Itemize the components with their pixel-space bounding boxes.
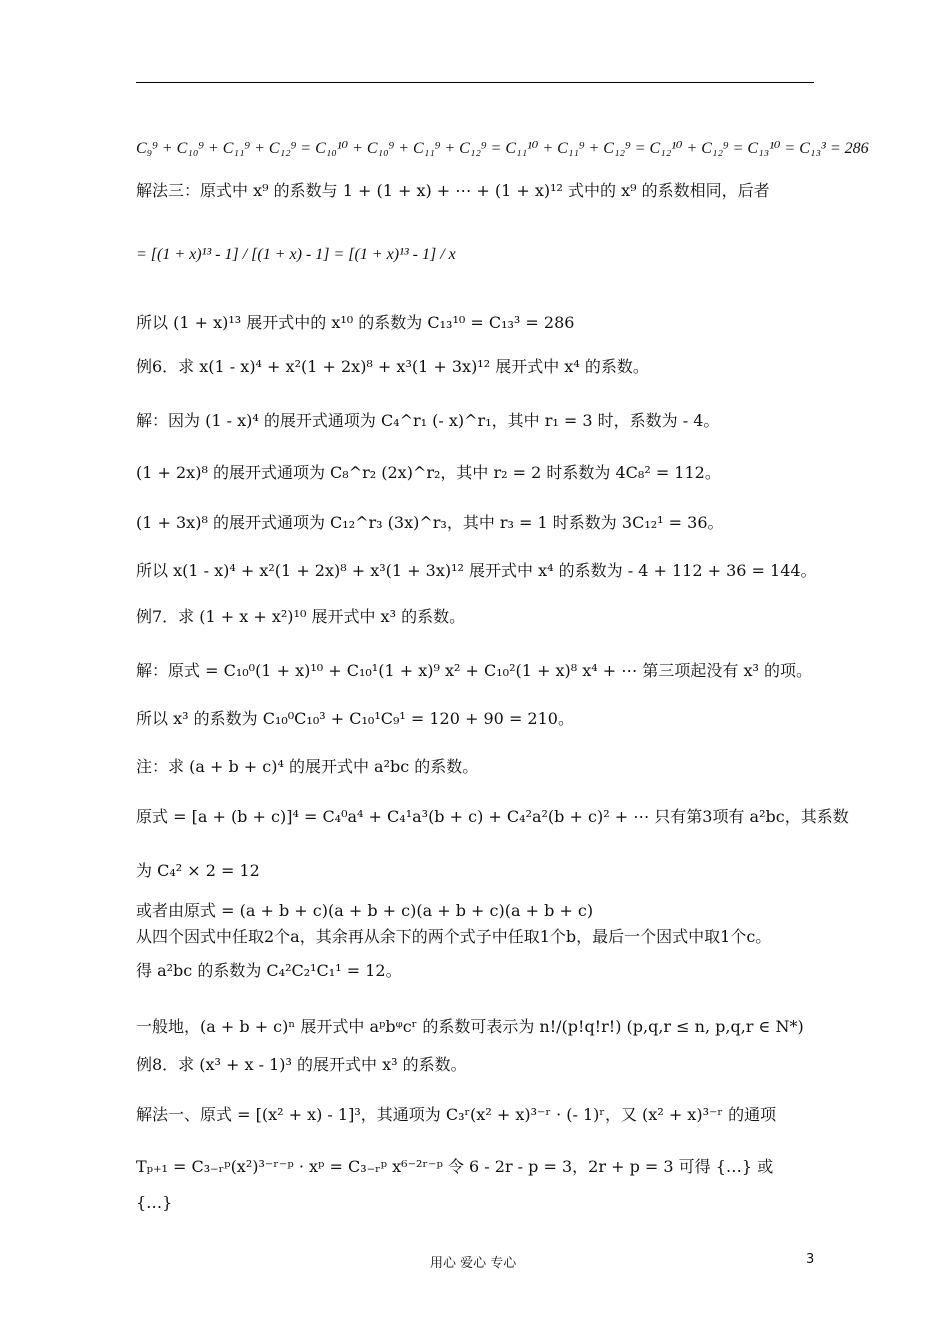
text-line: 注：求 (a + b + c)⁴ 的展开式中 a²bc 的系数。 [136, 757, 479, 776]
text-line: 解法一、原式 = [(x² + x) - 1]³，其通项为 C₃ʳ(x² + x)³⁻ʳ · (- 1)ʳ，又 (x² + x)³⁻ʳ 的通项 [136, 1105, 777, 1124]
text-line: 所以 x³ 的系数为 C₁₀⁰C₁₀³ + C₁₀¹C₉¹ = 120 + 90 = 210。 [136, 709, 574, 728]
text-line: 例8．求 (x³ + x - 1)³ 的展开式中 x³ 的系数。 [136, 1055, 467, 1074]
text-line: 原式 = [a + (b + c)]⁴ = C₄⁰a⁴ + C₄¹a³(b + c) + C₄²a²(b + c)² + ⋯ 只有第3项有 a²bc，其系数 [136, 807, 849, 826]
text-line: 解：因为 (1 - x)⁴ 的展开式通项为 C₄^r₁ (- x)^r₁，其中 r₁ = 3 时，系数为 - 4。 [136, 411, 720, 430]
text-line: 一般地，(a + b + c)ⁿ 展开式中 aᵖbᵠcʳ 的系数可表示为 n!/(p!q!r!) (p,q,r ≤ n, p,q,r ∈ N*) [136, 1017, 804, 1036]
text-line: 所以 x(1 - x)⁴ + x²(1 + 2x)⁸ + x³(1 + 3x)¹² 展开式中 x⁴ 的系数为 - 4 + 112 + 36 = 144。 [136, 561, 817, 580]
text-line: = [(1 + x)¹³ - 1] / [(1 + x) - 1] = [(1 + x)¹³ - 1] / x [136, 246, 456, 263]
text-line: 解：原式 = C₁₀⁰(1 + x)¹⁰ + C₁₀¹(1 + x)⁹ x² + C₁₀²(1 + x)⁸ x⁴ + ⋯ 第三项起没有 x³ 的项。 [136, 661, 812, 680]
text-line: 例6．求 x(1 - x)⁴ + x²(1 + 2x)⁸ + x³(1 + 3x)¹² 展开式中 x⁴ 的系数。 [136, 357, 649, 376]
text-line: 从四个因式中任取2个a，其余再从余下的两个式子中任取1个b，最后一个因式中取1个c。 [136, 927, 772, 946]
page-number: 3 [806, 1252, 815, 1267]
text-line: 所以 (1 + x)¹³ 展开式中的 x¹⁰ 的系数为 C₁₃¹⁰ = C₁₃³ = 286 [136, 313, 575, 332]
text-line: 得 a²bc 的系数为 C₄²C₂¹C₁¹ = 12。 [136, 961, 402, 980]
header-rule [136, 82, 814, 83]
footer-slogan: 用心 爱心 专心 [430, 1256, 517, 1271]
text-line: Tₚ₊₁ = C₃₋ᵣᵖ(x²)³⁻ʳ⁻ᵖ · xᵖ = C₃₋ᵣᵖ x⁶⁻²ʳ⁻ᵖ 令 6 - 2r - p = 3，2r + p = 3 可得 {…} 或 [136, 1157, 774, 1176]
text-line: 解法三：原式中 x⁹ 的系数与 1 + (1 + x) + ⋯ + (1 + x)¹² 式中的 x⁹ 的系数相同，后者 [136, 181, 770, 200]
text-line: 例7．求 (1 + x + x²)¹⁰ 展开式中 x³ 的系数。 [136, 607, 466, 626]
text-line: (1 + 2x)⁸ 的展开式通项为 C₈^r₂ (2x)^r₂，其中 r₂ = 2 时系数为 4C₈² = 112。 [136, 463, 721, 482]
text-line: C₉⁹ + C₁₀⁹ + C₁₁⁹ + C₁₂⁹ = C₁₀¹⁰ + C₁₀⁹ + C₁₁⁹ + C₁₂⁹ = C₁₁¹⁰ + C₁₁⁹ + C₁₂⁹ = C₁₂¹⁰ + C₁₂⁹ = C₁₃¹⁰ = C₁₃³ = 286 [136, 140, 869, 157]
text-line: (1 + 3x)⁸ 的展开式通项为 C₁₂^r₃ (3x)^r₃，其中 r₃ = 1 时系数为 3C₁₂¹ = 36。 [136, 513, 724, 532]
text-line: 为 C₄² × 2 = 12 [136, 861, 260, 880]
text-line: {…} [136, 1193, 173, 1212]
text-line: 或者由原式 = (a + b + c)(a + b + c)(a + b + c)(a + b + c) [136, 901, 594, 920]
